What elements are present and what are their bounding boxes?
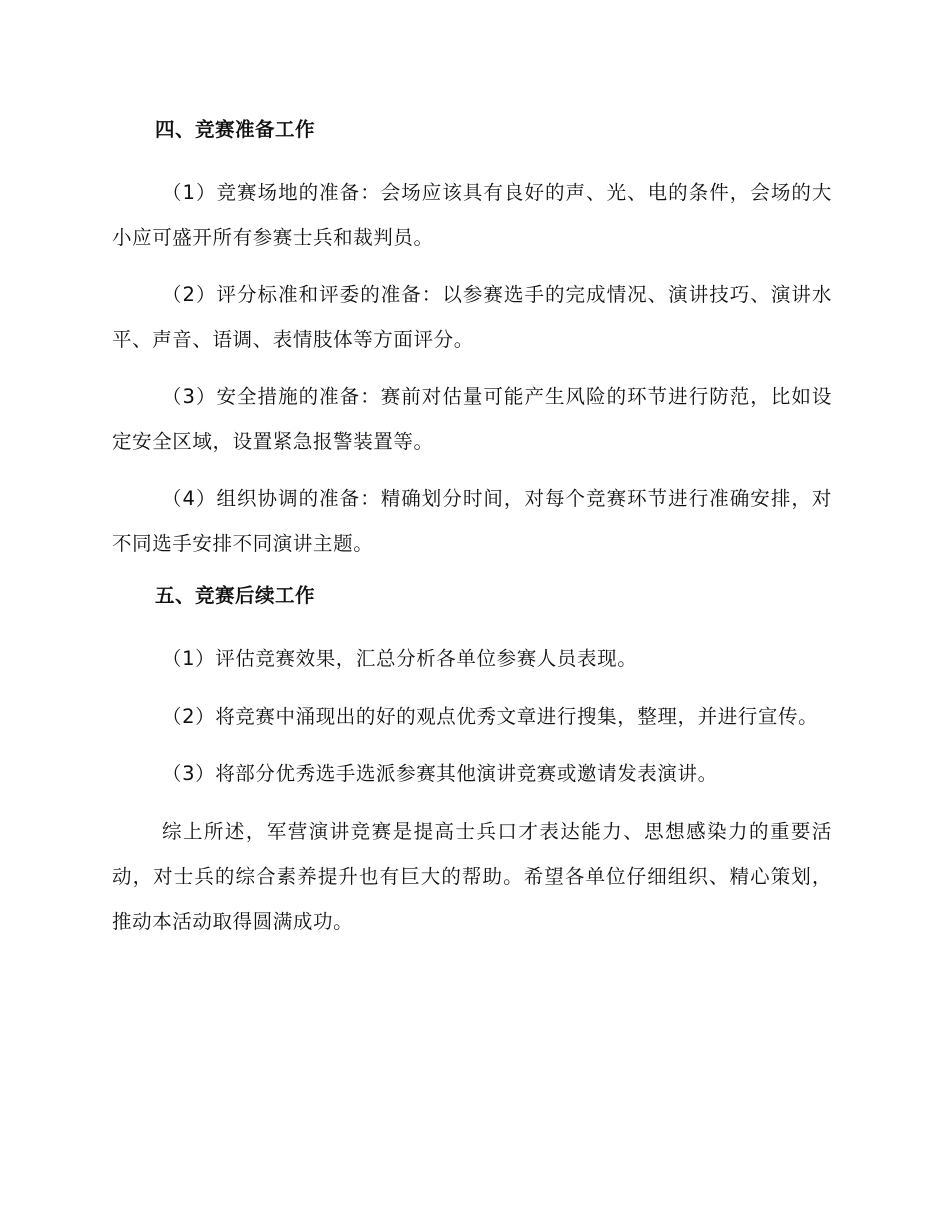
follow-up-item-2: （2）将竞赛中涌现出的好的观点优秀文章进行搜集，整理，并进行宣传。 [162, 705, 819, 728]
follow-up-item-3: （3）将部分优秀选手选派参赛其他演讲竞赛或邀请发表演讲。 [162, 762, 718, 785]
preparation-item-1: （1）竞赛场地的准备：会场应该具有良好的声、光、电的条件，会场的大小应可盛开所有参赛士兵和裁判员。 [112, 181, 832, 249]
conclusion-paragraph: 综上所述，军营演讲竞赛是提高士兵口才表达能力、思想感染力的重要活动，对士兵的综合素养提升也有巨大的帮助。希望各单位仔细组织、精心策划，推动本活动取得圆满成功。 [112, 820, 832, 933]
document-body [112, 112, 832, 956]
section-heading-preparation: 四、竞赛准备工作 [155, 118, 316, 141]
section-heading-follow-up: 五、竞赛后续工作 [155, 584, 316, 607]
preparation-item-2: （2）评分标准和评委的准备：以参赛选手的完成情况、演讲技巧、演讲水平、声音、语调、表情肢体等方面评分。 [112, 283, 832, 351]
preparation-item-4: （4）组织协调的准备：精确划分时间，对每个竞赛环节进行准确安排，对不同选手安排不同演讲主题。 [112, 487, 832, 555]
preparation-item-3: （3）安全措施的准备：赛前对估量可能产生风险的环节进行防范，比如设定安全区域，设置紧急报警装置等。 [112, 385, 832, 453]
follow-up-item-1: （1）评估竞赛效果，汇总分析各单位参赛人员表现。 [162, 647, 638, 670]
